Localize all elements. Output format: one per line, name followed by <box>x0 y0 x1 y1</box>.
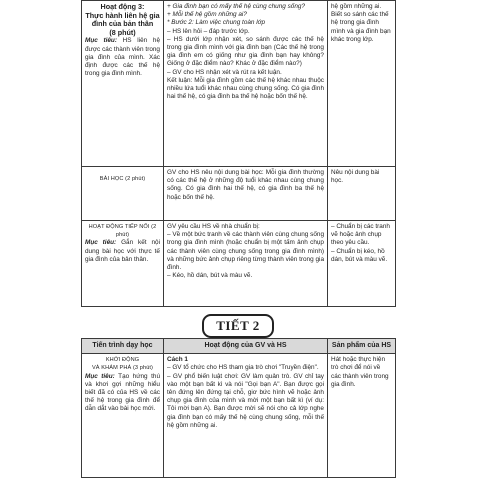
activity-line: – GV phổ biến luật chơi: GV làm quản trò. GV chỉ tay vào một bạn bất kì và nói "Gọi bạn A". Bạn được gọi tên đứng lên đứng tại chỗ, giơ bức hình vẽ hoặc ảnh chụp gia đình của mình và mời một bạn bất kì (ví dụ: Tôi mời bạn A). Bạn được mời sẽ nói cho cả lớp nghe gia đình bạn có mấy thế hệ cùng chung sống, mỗi thế hệ gồm những ai. <box>167 372 324 429</box>
activity-title: HOẠT ĐỘNG TIẾP NỐI (2 phút) <box>88 224 157 239</box>
title-line: KHỞI ĐỘNG <box>105 357 140 364</box>
table-row <box>82 167 396 221</box>
objective-text: Gắn kết nội dung bài học với thực tế gia đình của bản thân. <box>85 239 160 263</box>
lesson-table-1 <box>81 0 396 307</box>
table-header-row <box>82 339 396 354</box>
activity-line: GV cho HS nêu nội dung bài học: Mỗi gia đình thường có các thế hệ ở những độ tuổi khác nhau cùng chung sống. Có gia đình hai thế hệ, có gia đình ba thế hệ hoặc bốn thế hệ. <box>167 169 324 201</box>
objective <box>85 239 160 264</box>
activity-cell <box>164 354 328 478</box>
column-header: Sản phẩm của HS <box>328 339 396 354</box>
conclusion-line: Kết luận: Mỗi gia đình gồm các thế hệ khác nhau thuộc nhiều lứa tuổi khác nhau cùng chung sống. Có gia đình hai thế hệ, có gia đình ba thế hệ hoặc bốn thế hệ. <box>167 76 324 101</box>
title-line: Hoạt động 3: <box>100 2 145 11</box>
process-cell <box>82 221 164 307</box>
objective-label: Mục tiêu: <box>85 372 115 380</box>
product-text: – Chuẩn bị các tranh vẽ hoặc ảnh chụp theo yêu cầu. <box>331 223 390 247</box>
activity-line: GV yêu cầu HS về nhà chuẩn bị: <box>167 223 260 230</box>
column-header: Hoạt động của GV và HS <box>164 339 328 354</box>
section-heading <box>81 314 395 338</box>
process-cell <box>82 167 164 221</box>
activity-line: – Kéo, hồ dán, bút và màu vẽ. <box>167 272 253 280</box>
objective <box>85 37 160 78</box>
product-cell <box>328 1 396 167</box>
activity-line: – GV cho HS nhận xét và rút ra kết luận. <box>167 68 282 76</box>
page <box>81 0 395 480</box>
title-line: Thực hành liên hệ gia <box>85 10 160 20</box>
activity-title <box>85 3 160 37</box>
activity-line: – GV tổ chức cho HS tham gia trò chơi "Truyền điện". <box>167 364 319 372</box>
activity-line: + Mỗi thế hệ gồm những ai? <box>167 11 247 19</box>
process-cell <box>82 354 164 478</box>
product-text: Hát hoặc thực hiện trò chơi để nói về các thành viên trong gia đình. <box>331 356 389 388</box>
column-header: Tiến trình dạy học <box>82 339 164 354</box>
objective-label: Mục tiêu: <box>85 239 117 247</box>
activity-line: Cách 1 <box>167 356 188 364</box>
activity-cell <box>164 1 328 167</box>
objective-text: Tạo hứng thú và khơi gợi những hiểu biết đã có của HS về các thế hệ trong gia đình để dẫn dắt vào bài học mới. <box>85 372 160 413</box>
product-text: Nêu nội dung bài học. <box>331 169 380 185</box>
title-line: VÀ KHÁM PHÁ (3 phút) <box>91 365 154 372</box>
lesson-table-2 <box>81 338 396 478</box>
activity-line: – Về một bức tranh về các thành viên cùng chung sống trong gia đình mình (hoặc chuẩn bị một tấm ảnh chụp các thành viên cùng chung sống trong gia đình mình) và những bức ảnh chụp riêng từng thành viên trong gia đình. <box>167 231 324 272</box>
product-cell <box>328 221 396 307</box>
activity-line: * Bước 2: Làm việc chung toàn lớp <box>167 19 266 27</box>
objective-label: Mục tiêu: <box>85 37 117 45</box>
product-text: hệ gồm những ai. Biết so sánh các thế hệ trong gia đình mình và gia đình bạn khác trong lớp. <box>331 3 391 43</box>
product-cell <box>328 167 396 221</box>
product-text: – Chuẩn bị kéo, hồ dán, bút và màu vẽ. <box>331 247 388 263</box>
process-cell <box>82 1 164 167</box>
table-row <box>82 1 396 167</box>
objective-text: HS liên hệ được các thành viên trong gia đình của mình. Xác định được các thế hệ trong gia đình mình. <box>85 37 160 78</box>
product-cell <box>328 354 396 478</box>
table-row <box>82 221 396 307</box>
title-line: đình của bản thân <box>91 19 154 29</box>
activity-cell <box>164 221 328 307</box>
activity-title: BÀI HỌC (2 phút) <box>99 176 146 182</box>
objective <box>85 373 160 414</box>
activity-line: – HS dưới lớp nhận xét, so sánh được các thế hệ trong gia đình mình với gia đình bạn (Các thế hệ trong gia đình em có giống như gia đình bạn hay không? Giống ở đặc điểm nào? Khác ở đặc điểm nào?) <box>167 35 324 68</box>
activity-line: – HS lên hỏi – đáp trước lớp. <box>167 27 250 35</box>
section-heading-label: TIẾT 2 <box>202 314 274 338</box>
activity-cell <box>164 167 328 221</box>
title-line: (8 phút) <box>109 27 136 37</box>
table-row <box>82 354 396 478</box>
activity-line: + Gia đình bạn có mấy thế hệ cùng chung sống? <box>167 3 306 10</box>
activity-title <box>85 356 160 372</box>
